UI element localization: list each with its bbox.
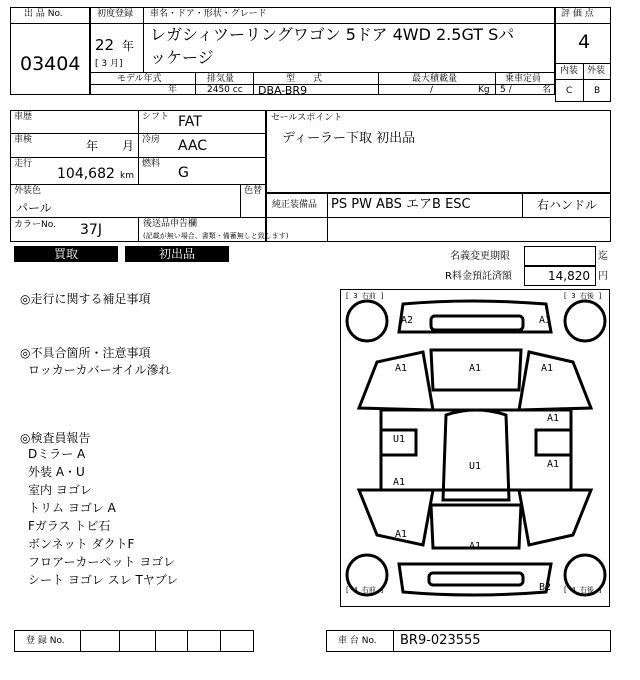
damage-mark: B2 (539, 582, 552, 593)
type-label: 型 式 (286, 74, 323, 84)
defect-item: ロッカーカバーオイル滲れ (28, 363, 171, 377)
name-change-label: 名義変更期限 (450, 251, 510, 262)
max-load-label: 最大積載量 (412, 74, 458, 84)
name-change-unit: 迄 (598, 251, 608, 262)
exterior-color-label: 外装色 (14, 186, 42, 196)
inspector-item: Fガラス トビ石 (28, 519, 111, 533)
damage-mark: A1 (547, 459, 560, 470)
registration-label: 登 録 No. (26, 636, 65, 646)
damage-mark: A1 (541, 363, 554, 374)
damage-mark: A1 (539, 315, 552, 326)
model-year-unit: 年 (168, 85, 178, 95)
mileage-value: 104,682 (57, 166, 115, 182)
grade-value: 4 (578, 31, 591, 53)
damage-mark: A1 (469, 541, 482, 552)
buy-badge: 買取 (14, 246, 118, 262)
damage-mark: A1 (547, 413, 560, 424)
wheel-front-right-icon (347, 301, 387, 341)
car-name-label: 車名・ドア・形状・グレード (150, 9, 267, 19)
max-load-unit: Kg (478, 85, 490, 95)
fuel-label: 燃料 (142, 159, 161, 169)
corner-label: [ 3 右前 ] (345, 292, 385, 300)
exterior-value: B (594, 86, 601, 96)
recycle-value: 14,820 (548, 269, 590, 283)
chassis-label: 車 台 No. (338, 636, 377, 646)
document-label: 後送品申告欄 (143, 219, 198, 229)
interior-label: 内装 (560, 66, 579, 76)
fuel-value: G (178, 165, 189, 181)
lot-box (10, 7, 90, 95)
name-change-box (524, 246, 596, 266)
color-no-value: 37J (80, 222, 102, 238)
damage-mark: U1 (469, 461, 482, 472)
damage-mark: A2 (401, 315, 414, 326)
damage-mark: A1 (395, 529, 408, 540)
corner-label: [ 4 右前 ] (345, 586, 385, 594)
damage-mark: A1 (469, 363, 482, 374)
capacity-value: 5 / (500, 85, 512, 95)
displacement-label: 排気量 (207, 74, 235, 84)
mileage-label: 走行 (14, 159, 33, 169)
inspector-item: 外装 A・U (28, 465, 85, 479)
car-name-line1: レガシィツーリングワゴン 5ドア 4WD 2.5GT Sパ (150, 25, 515, 44)
inspector-item: フロアーカーペット ヨゴレ (28, 555, 176, 569)
inspection-label: 車検 (14, 135, 33, 145)
listed-badge: 初出品 (125, 246, 229, 262)
shift-label: シフト (142, 112, 170, 122)
inspector-item: Dミラー A (28, 447, 86, 461)
driving-notes-title: ◎走行に関する補足事項 (20, 292, 151, 306)
inspector-item: 室内 ヨゴレ (28, 483, 92, 497)
exterior-label: 外装 (587, 66, 606, 76)
shift-value: FAT (178, 114, 202, 130)
inspector-item: ボンネット ダクトF (28, 537, 135, 551)
capacity-label: 乗車定員 (505, 74, 542, 84)
color-no-label: カラーNo. (14, 220, 56, 230)
car-diagram (340, 289, 610, 607)
grade-label: 評 価 点 (561, 9, 594, 19)
color-change-label: 色替 (244, 186, 263, 196)
inspector-item: トリム ヨゴレ A (28, 501, 116, 515)
document-note: (記載が無い場合、書類・備蓄無しと致します) (143, 232, 289, 240)
model-year-label: モデル年式 (117, 74, 162, 84)
aircon-label: 冷房 (142, 135, 161, 145)
history-label: 車歴 (14, 112, 33, 122)
inspector-item: シート ヨゴレ スレ Tヤブレ (28, 573, 179, 587)
car-name-line2: ッケージ (150, 48, 214, 67)
first-reg-year-unit: 年 (122, 39, 135, 53)
corner-label: [ 3 右後 ] (563, 292, 603, 300)
chassis-value: BR9-023555 (400, 633, 481, 648)
damage-mark: A1 (395, 363, 408, 374)
first-reg-year: 22 (95, 36, 115, 54)
equipment-label: 純正装備品 (272, 200, 318, 210)
inspection-year-unit: 年 (86, 139, 99, 153)
sales-point-value: ディーラー下取 初出品 (282, 131, 416, 146)
damage-mark: A1 (393, 477, 406, 488)
handle-value: 右ハンドル (537, 198, 598, 212)
displacement-value: 2450 cc (207, 85, 243, 95)
first-reg-month: [ 3 月] (95, 59, 123, 69)
color-value: パール (16, 201, 52, 215)
equipment-value: PS PW ABS エアB ESC (331, 197, 471, 212)
aircon-value: AAC (178, 138, 208, 154)
recycle-label: R料金預託済額 (445, 271, 512, 282)
capacity-unit: 名 (542, 85, 552, 95)
max-load-value: / (430, 85, 434, 95)
car-outline (341, 290, 609, 606)
lot-number: 03404 (20, 53, 81, 75)
interior-value: C (566, 86, 573, 96)
damage-mark: U1 (393, 434, 406, 445)
mileage-unit: km (120, 171, 134, 181)
lot-label: 出 品 No. (24, 9, 63, 19)
first-reg-label: 初度登録 (97, 9, 134, 19)
inspection-month-unit: 月 (122, 139, 135, 153)
wheel-rear-right-icon (565, 301, 605, 341)
corner-label: [ 4 右後 ] (563, 586, 603, 594)
defect-notes-title: ◎不具合箇所・注意事項 (20, 346, 151, 360)
sales-point-label: セールスポイント (271, 113, 343, 123)
inspector-notes-title: ◎検査員報告 (20, 431, 91, 445)
recycle-unit: 円 (598, 271, 608, 282)
type-value: DBA-BR9 (258, 84, 308, 97)
